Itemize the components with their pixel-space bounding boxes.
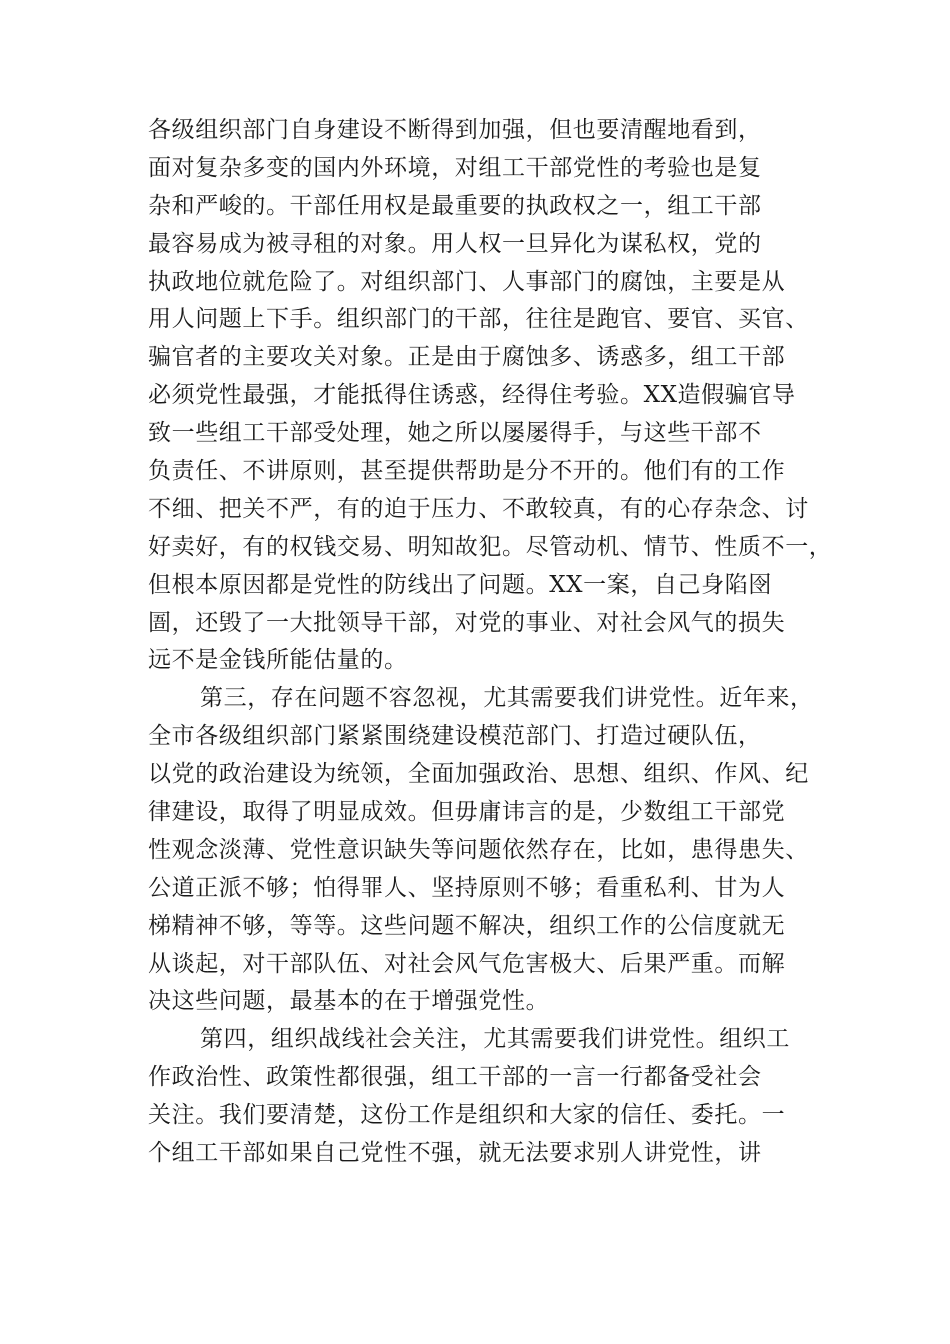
text-line: 执政地位就危险了。对组织部门、人事部门的腐蚀，主要是从: [148, 268, 786, 295]
text-line: 全市各级组织部门紧紧围绕建设模范部门、打造过硬队伍，: [148, 723, 762, 750]
paragraph: [148, 1021, 808, 1173]
paragraph: [148, 112, 833, 680]
text-line: 性观念淡薄、党性意识缺失等问题依然存在，比如，患得患失、: [148, 836, 809, 863]
text-line: 不细、把关不严，有的迫于压力、不敢较真，有的心存杂念、讨: [148, 495, 809, 522]
text-line: 面对复杂多变的国内外环境，对组工干部党性的考验也是复: [148, 154, 762, 181]
text-line: 关注。我们要清楚，这份工作是组织和大家的信任、委托。一: [148, 1102, 786, 1129]
text-line: 负责任、不讲原则，甚至提供帮助是分不开的。他们有的工作: [148, 458, 786, 485]
text-line: 致一些组工干部受处理，她之所以屡屡得手，与这些干部不: [148, 420, 762, 447]
text-line: 必须党性最强，才能抵得住诱惑，经得住考验。XX造假骗官导: [148, 382, 796, 409]
text-line: 圄，还毁了一大批领导干部，对党的事业、对社会风气的损失: [148, 609, 786, 636]
text-line: 以党的政治建设为统领，全面加强政治、思想、组织、作风、纪: [148, 761, 809, 788]
text-line: 从谈起，对干部队伍、对社会风气危害极大、后果严重。而解: [148, 950, 786, 977]
text-line: 律建设，取得了明显成效。但毋庸讳言的是，少数组工干部党: [148, 799, 786, 826]
text-line: 作政治性、政策性都很强，组工干部的一言一行都备受社会: [148, 1064, 762, 1091]
text-line: 各级组织部门自身建设不断得到加强，但也要清醒地看到，: [148, 117, 762, 143]
text-line: 梯精神不够，等等。这些问题不解决，组织工作的公信度就无: [148, 912, 786, 939]
text-line: 第三，存在问题不容忽视，尤其需要我们讲党性。近年来，: [200, 685, 814, 712]
text-line: 好卖好，有的权钱交易、明知故犯。尽管动机、情节、性质不一，: [148, 533, 833, 560]
text-line: 最容易成为被寻租的对象。用人权一旦异化为谋私权，党的: [148, 230, 762, 257]
text-line: 但根本原因都是党性的防线出了问题。XX一案，自己身陷囹: [148, 571, 772, 598]
document-body: [148, 112, 833, 1173]
text-line: 第四，组织战线社会关注，尤其需要我们讲党性。组织工: [200, 1026, 790, 1053]
text-line: 用人问题上下手。组织部门的干部，往往是跑官、要官、买官、: [148, 306, 809, 333]
paragraph: [148, 680, 814, 1021]
text-line: 远不是金钱所能估量的。: [148, 647, 408, 674]
text-line: 决这些问题，最基本的在于增强党性。: [148, 988, 550, 1015]
text-line: 杂和严峻的。干部任用权是最重要的执政权之一，组工干部: [148, 192, 762, 219]
text-line: 个组工干部如果自己党性不强，就无法要求别人讲党性，讲: [148, 1140, 762, 1167]
text-line: 骗官者的主要攻关对象。正是由于腐蚀多、诱惑多，组工干部: [148, 344, 786, 371]
text-line: 公道正派不够；怕得罪人、坚持原则不够；看重私利、甘为人: [148, 874, 786, 901]
